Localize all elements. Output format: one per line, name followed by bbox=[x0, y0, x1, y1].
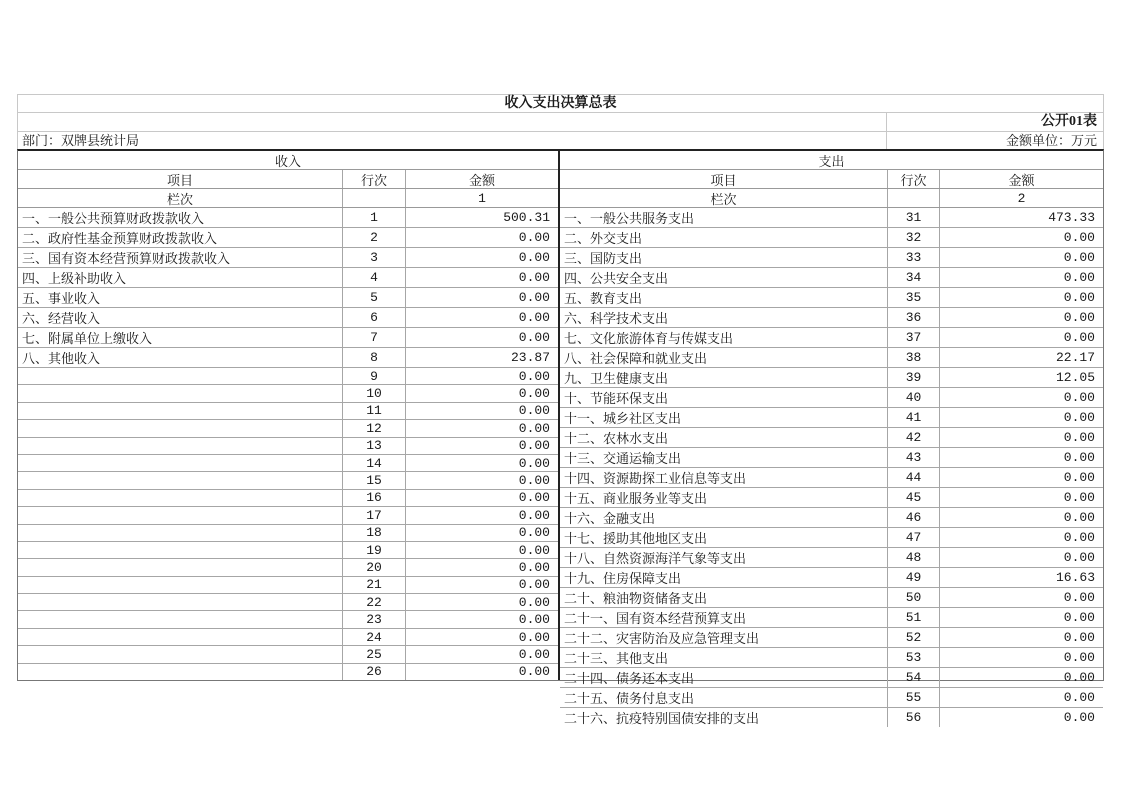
table-row bbox=[18, 328, 558, 348]
amount-value: 0.00 bbox=[939, 288, 1103, 307]
row-number: 47 bbox=[887, 528, 939, 547]
item-label: 十二、农林水支出 bbox=[564, 431, 669, 446]
item-label: 二十四、债务还本支出 bbox=[564, 671, 695, 686]
row-number: 34 bbox=[887, 268, 939, 287]
item-label: 八、其他收入 bbox=[22, 351, 101, 366]
row-number: 36 bbox=[887, 308, 939, 327]
item-label bbox=[18, 629, 342, 645]
table-row bbox=[560, 648, 1103, 668]
row-number: 20 bbox=[342, 559, 405, 575]
revenue-section-title: 收入 bbox=[18, 151, 558, 170]
table-row bbox=[18, 348, 558, 368]
account-sheet bbox=[17, 94, 1104, 726]
row-number: 26 bbox=[342, 664, 405, 680]
item-label bbox=[18, 385, 342, 401]
expenditure-section bbox=[560, 151, 1103, 726]
row-number: 43 bbox=[887, 448, 939, 467]
amount-value: 0.00 bbox=[405, 490, 558, 506]
item-label: 一、一般公共预算财政拨款收入 bbox=[22, 211, 205, 226]
amount-value: 0.00 bbox=[939, 588, 1103, 607]
table-code-spacer bbox=[18, 113, 886, 131]
table-row bbox=[560, 548, 1103, 568]
table-row bbox=[560, 568, 1103, 588]
item-label bbox=[18, 490, 342, 506]
table-row bbox=[18, 228, 558, 248]
amount-value: 0.00 bbox=[939, 708, 1103, 727]
item-label: 十三、交通运输支出 bbox=[564, 451, 682, 466]
amount-value: 0.00 bbox=[939, 668, 1103, 687]
table-row bbox=[18, 472, 558, 489]
table-row bbox=[18, 594, 558, 611]
amount-value: 22.17 bbox=[939, 348, 1103, 367]
expenditure-section-title: 支出 bbox=[560, 151, 1103, 170]
lanci-row-spacer bbox=[342, 189, 405, 207]
amount-value: 0.00 bbox=[939, 408, 1103, 427]
column-header-amount: 金额 bbox=[939, 170, 1103, 188]
item-label: 二十五、债务付息支出 bbox=[564, 691, 695, 706]
row-number: 24 bbox=[342, 629, 405, 645]
table-row bbox=[18, 577, 558, 594]
table-row bbox=[560, 448, 1103, 468]
item-label: 七、附属单位上缴收入 bbox=[22, 331, 153, 346]
amount-value: 23.87 bbox=[405, 348, 558, 367]
table-row bbox=[560, 208, 1103, 228]
amount-value: 0.00 bbox=[405, 472, 558, 488]
row-number: 53 bbox=[887, 648, 939, 667]
amount-value: 0.00 bbox=[405, 308, 558, 327]
item-label: 五、事业收入 bbox=[22, 291, 101, 306]
table-row bbox=[18, 542, 558, 559]
item-label: 五、教育支出 bbox=[564, 291, 643, 306]
revenue-rows bbox=[18, 208, 558, 680]
row-number: 4 bbox=[342, 268, 405, 287]
table-row bbox=[18, 611, 558, 628]
item-label bbox=[18, 420, 342, 436]
amount-value: 12.05 bbox=[939, 368, 1103, 387]
row-number: 50 bbox=[887, 588, 939, 607]
amount-value: 0.00 bbox=[939, 688, 1103, 707]
item-label bbox=[18, 507, 342, 523]
accounts-table bbox=[17, 149, 1104, 726]
table-row bbox=[18, 438, 558, 455]
row-number: 48 bbox=[887, 548, 939, 567]
item-label: 十四、资源勘探工业信息等支出 bbox=[564, 471, 747, 486]
department-label: 部门：双牌县统计局 bbox=[22, 133, 140, 148]
table-row bbox=[560, 668, 1103, 688]
amount-value: 473.33 bbox=[939, 208, 1103, 227]
column-header-item: 项目 bbox=[710, 172, 737, 188]
item-label: 二十三、其他支出 bbox=[564, 651, 669, 666]
table-row bbox=[18, 629, 558, 646]
amount-value: 0.00 bbox=[939, 468, 1103, 487]
table-row bbox=[18, 646, 558, 663]
revenue-section bbox=[18, 151, 560, 680]
item-label: 八、社会保障和就业支出 bbox=[564, 351, 708, 366]
row-number: 9 bbox=[342, 368, 405, 384]
table-row bbox=[18, 288, 558, 308]
amount-value: 0.00 bbox=[939, 448, 1103, 467]
table-row bbox=[18, 559, 558, 576]
column-header-row: 行次 bbox=[342, 170, 405, 188]
table-row bbox=[560, 428, 1103, 448]
row-number: 33 bbox=[887, 248, 939, 267]
item-label: 二十六、抗疫特别国债安排的支出 bbox=[564, 711, 760, 726]
table-row bbox=[18, 507, 558, 524]
table-row bbox=[560, 348, 1103, 368]
expenditure-column-header bbox=[560, 170, 1103, 189]
item-label: 二、外交支出 bbox=[564, 231, 643, 246]
table-code: 公开01表 bbox=[886, 113, 1103, 131]
amount-value: 0.00 bbox=[405, 646, 558, 662]
table-row bbox=[560, 248, 1103, 268]
unit-label: 金额单位：万元 bbox=[886, 132, 1103, 149]
item-label: 十、节能环保支出 bbox=[564, 391, 669, 406]
item-label bbox=[18, 611, 342, 627]
row-number: 35 bbox=[887, 288, 939, 307]
table-row bbox=[560, 308, 1103, 328]
amount-value: 0.00 bbox=[405, 288, 558, 307]
item-label: 九、卫生健康支出 bbox=[564, 371, 669, 386]
item-label: 二十一、国有资本经营预算支出 bbox=[564, 611, 747, 626]
page-title: 收入支出决算总表 bbox=[18, 95, 1103, 113]
department-row bbox=[18, 131, 1103, 149]
table-row bbox=[560, 588, 1103, 608]
row-number: 52 bbox=[887, 628, 939, 647]
item-label bbox=[18, 472, 342, 488]
item-label bbox=[18, 542, 342, 558]
column-header-item: 项目 bbox=[166, 172, 193, 188]
amount-value: 0.00 bbox=[405, 403, 558, 419]
lanci-value: 2 bbox=[939, 189, 1103, 207]
amount-value: 0.00 bbox=[939, 608, 1103, 627]
item-label: 一、一般公共服务支出 bbox=[564, 211, 695, 226]
amount-value: 0.00 bbox=[939, 228, 1103, 247]
item-label: 十七、援助其他地区支出 bbox=[564, 531, 708, 546]
lanci-label: 栏次 bbox=[166, 191, 193, 207]
table-row bbox=[18, 403, 558, 420]
row-number: 44 bbox=[887, 468, 939, 487]
row-number: 3 bbox=[342, 248, 405, 267]
amount-value: 0.00 bbox=[405, 268, 558, 287]
row-number: 2 bbox=[342, 228, 405, 247]
table-row bbox=[560, 628, 1103, 648]
table-row bbox=[18, 525, 558, 542]
column-header-amount: 金额 bbox=[405, 170, 558, 188]
amount-value: 0.00 bbox=[405, 328, 558, 347]
table-row bbox=[18, 308, 558, 328]
item-label: 三、国有资本经营预算财政拨款收入 bbox=[22, 251, 231, 266]
amount-value: 0.00 bbox=[405, 559, 558, 575]
row-number: 25 bbox=[342, 646, 405, 662]
item-label bbox=[18, 664, 342, 680]
row-number: 18 bbox=[342, 525, 405, 541]
amount-value: 0.00 bbox=[939, 428, 1103, 447]
row-number: 11 bbox=[342, 403, 405, 419]
row-number: 39 bbox=[887, 368, 939, 387]
sheet-header bbox=[17, 94, 1104, 149]
row-number: 54 bbox=[887, 668, 939, 687]
table-row bbox=[560, 408, 1103, 428]
table-row bbox=[560, 508, 1103, 528]
table-code-row bbox=[18, 113, 1103, 131]
item-label: 十九、住房保障支出 bbox=[564, 571, 682, 586]
amount-value: 0.00 bbox=[405, 438, 558, 454]
item-label bbox=[18, 525, 342, 541]
lanci-row-spacer bbox=[887, 189, 939, 207]
item-label: 十六、金融支出 bbox=[564, 511, 656, 526]
table-row bbox=[560, 368, 1103, 388]
table-row bbox=[560, 288, 1103, 308]
amount-value: 0.00 bbox=[939, 648, 1103, 667]
row-number: 31 bbox=[887, 208, 939, 227]
row-number: 38 bbox=[887, 348, 939, 367]
column-header-row: 行次 bbox=[887, 170, 939, 188]
table-row bbox=[18, 268, 558, 288]
amount-value: 0.00 bbox=[405, 542, 558, 558]
row-number: 19 bbox=[342, 542, 405, 558]
row-number: 40 bbox=[887, 388, 939, 407]
table-row bbox=[560, 688, 1103, 708]
amount-value: 0.00 bbox=[939, 628, 1103, 647]
amount-value: 0.00 bbox=[405, 228, 558, 247]
row-number: 8 bbox=[342, 348, 405, 367]
amount-value: 0.00 bbox=[405, 420, 558, 436]
amount-value: 0.00 bbox=[939, 268, 1103, 287]
table-row bbox=[18, 664, 558, 680]
amount-value: 0.00 bbox=[939, 328, 1103, 347]
amount-value: 0.00 bbox=[939, 528, 1103, 547]
table-row bbox=[18, 248, 558, 268]
table-row bbox=[18, 490, 558, 507]
item-label bbox=[18, 577, 342, 593]
item-label: 四、上级补助收入 bbox=[22, 271, 127, 286]
amount-value: 0.00 bbox=[939, 308, 1103, 327]
amount-value: 0.00 bbox=[939, 488, 1103, 507]
table-row bbox=[18, 368, 558, 385]
item-label: 七、文化旅游体育与传媒支出 bbox=[564, 331, 734, 346]
item-label bbox=[18, 559, 342, 575]
table-row bbox=[560, 708, 1103, 727]
table-row bbox=[560, 388, 1103, 408]
row-number: 10 bbox=[342, 385, 405, 401]
amount-value: 0.00 bbox=[939, 248, 1103, 267]
row-number: 1 bbox=[342, 208, 405, 227]
amount-value: 0.00 bbox=[405, 368, 558, 384]
item-label bbox=[18, 368, 342, 384]
row-number: 13 bbox=[342, 438, 405, 454]
amount-value: 0.00 bbox=[405, 525, 558, 541]
row-number: 21 bbox=[342, 577, 405, 593]
table-row bbox=[560, 268, 1103, 288]
item-label: 十五、商业服务业等支出 bbox=[564, 491, 708, 506]
item-label bbox=[18, 646, 342, 662]
revenue-column-header bbox=[18, 170, 558, 189]
table-row bbox=[560, 528, 1103, 548]
item-label: 四、公共安全支出 bbox=[564, 271, 669, 286]
item-label: 六、科学技术支出 bbox=[564, 311, 669, 326]
row-number: 32 bbox=[887, 228, 939, 247]
table-row bbox=[560, 608, 1103, 628]
amount-value: 0.00 bbox=[939, 388, 1103, 407]
row-number: 23 bbox=[342, 611, 405, 627]
lanci-value: 1 bbox=[405, 189, 558, 207]
item-label: 三、国防支出 bbox=[564, 251, 643, 266]
table-row bbox=[18, 208, 558, 228]
item-label bbox=[18, 455, 342, 471]
item-label: 十八、自然资源海洋气象等支出 bbox=[564, 551, 747, 566]
row-number: 14 bbox=[342, 455, 405, 471]
amount-value: 0.00 bbox=[405, 455, 558, 471]
item-label bbox=[18, 438, 342, 454]
amount-value: 0.00 bbox=[405, 611, 558, 627]
row-number: 15 bbox=[342, 472, 405, 488]
table-row bbox=[560, 468, 1103, 488]
amount-value: 16.63 bbox=[939, 568, 1103, 587]
item-label: 二十、粮油物资储备支出 bbox=[564, 591, 708, 606]
row-number: 16 bbox=[342, 490, 405, 506]
expenditure-rows bbox=[560, 208, 1103, 727]
row-number: 37 bbox=[887, 328, 939, 347]
item-label bbox=[18, 594, 342, 610]
item-label: 二、政府性基金预算财政拨款收入 bbox=[22, 231, 218, 246]
table-row bbox=[18, 455, 558, 472]
item-label: 六、经营收入 bbox=[22, 311, 101, 326]
expenditure-lanci-row bbox=[560, 189, 1103, 208]
row-number: 12 bbox=[342, 420, 405, 436]
row-number: 55 bbox=[887, 688, 939, 707]
amount-value: 0.00 bbox=[405, 577, 558, 593]
amount-value: 0.00 bbox=[939, 508, 1103, 527]
row-number: 49 bbox=[887, 568, 939, 587]
amount-value: 0.00 bbox=[405, 664, 558, 680]
table-row bbox=[18, 420, 558, 437]
item-label: 二十二、灾害防治及应急管理支出 bbox=[564, 631, 760, 646]
revenue-lanci-row bbox=[18, 189, 558, 208]
item-label: 十一、城乡社区支出 bbox=[564, 411, 682, 426]
row-number: 42 bbox=[887, 428, 939, 447]
row-number: 46 bbox=[887, 508, 939, 527]
row-number: 51 bbox=[887, 608, 939, 627]
row-number: 22 bbox=[342, 594, 405, 610]
row-number: 41 bbox=[887, 408, 939, 427]
row-number: 45 bbox=[887, 488, 939, 507]
table-row bbox=[560, 228, 1103, 248]
row-number: 17 bbox=[342, 507, 405, 523]
lanci-label: 栏次 bbox=[710, 191, 737, 207]
row-number: 56 bbox=[887, 708, 939, 727]
amount-value: 0.00 bbox=[405, 507, 558, 523]
amount-value: 0.00 bbox=[405, 594, 558, 610]
row-number: 7 bbox=[342, 328, 405, 347]
amount-value: 0.00 bbox=[405, 385, 558, 401]
amount-value: 0.00 bbox=[939, 548, 1103, 567]
row-number: 6 bbox=[342, 308, 405, 327]
table-row bbox=[560, 488, 1103, 508]
amount-value: 0.00 bbox=[405, 248, 558, 267]
table-row bbox=[18, 385, 558, 402]
table-row bbox=[560, 328, 1103, 348]
row-number: 5 bbox=[342, 288, 405, 307]
amount-value: 0.00 bbox=[405, 629, 558, 645]
amount-value: 500.31 bbox=[405, 208, 558, 227]
item-label bbox=[18, 403, 342, 419]
